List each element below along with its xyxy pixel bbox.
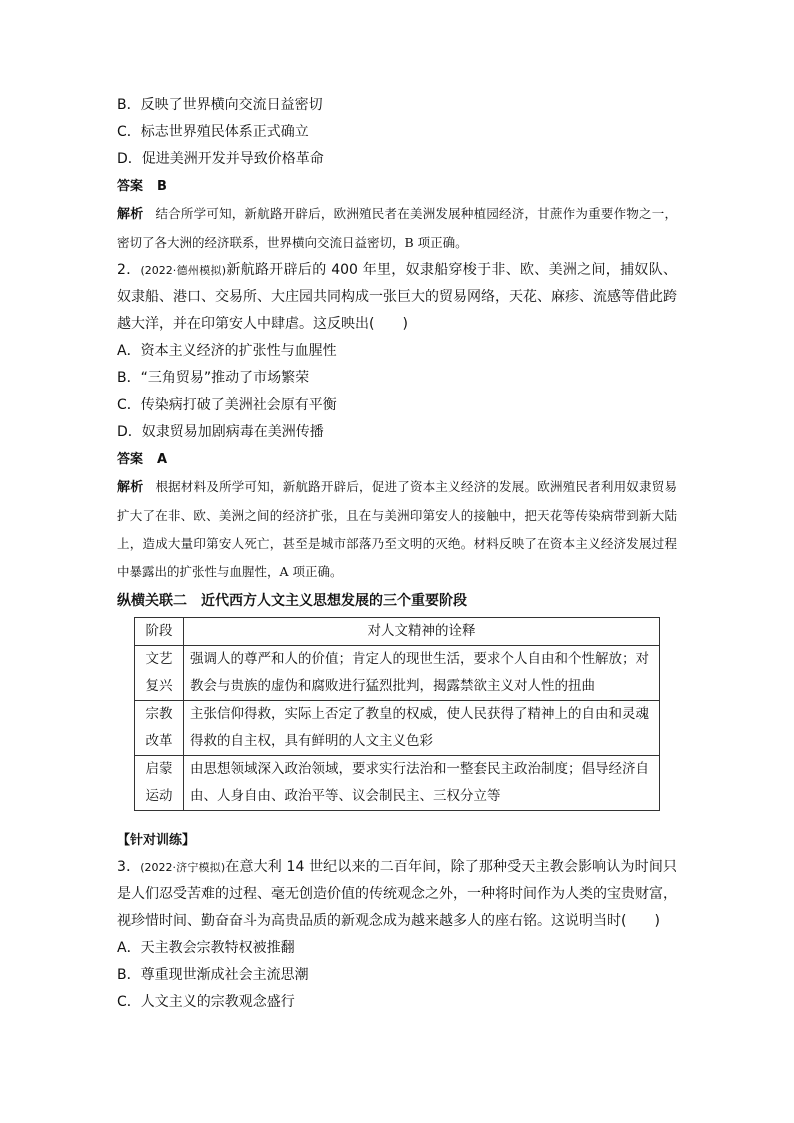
explanation-text: 根据材料及所学可知，新航路开辟后，促进了资本主义经济的发展。欧洲殖民者利用奴隶贸易扩大了在非、欧、美洲之间的经济扩张，且在与美洲印第安人的接触中，把天花等传染病带到新大陆上，造成大量印第安人死亡，甚至是城市部落乃至文明的灭绝。材料反映了在资本主义经济发展过程中暴露出的扩张性与血腥性，A 项正确。 — [117, 479, 677, 579]
table-stage-cell: 宗教改革 — [135, 701, 184, 756]
humanism-stages-table — [134, 617, 660, 811]
table-text-cell: 主张信仰得救，实际上否定了教皇的权威，使人民获得了精神上的自由和灵魂得救的自主权，具有鲜明的人文主义色彩 — [184, 701, 660, 756]
question-number: 3． — [117, 859, 141, 875]
q2-option-b: B．“三角贸易”推动了市场繁荣 — [117, 370, 310, 386]
table-stage-cell: 启蒙运动 — [135, 756, 184, 811]
answer-label: 答案 — [117, 179, 144, 194]
q1-option-b: B．反映了世界横向交流日益密切 — [117, 97, 323, 113]
table-row — [135, 756, 660, 811]
question-number: 2． — [117, 262, 141, 278]
q2-option-c: C．传染病打破了美洲社会原有平衡 — [117, 397, 337, 413]
question-text: 在意大利 14 世纪以来的二百年间，除了那种受天主教会影响认为时间只是人们忍受苦难的过程、毫无创造价值的传统观念之外，一种将时间作为人类的宝贵财富，视珍惜时间、勤奋奋斗为高贵品质的新观念成为越来越多人的座右铭。这说明当时( ) — [117, 859, 677, 929]
q2-option-a: A．资本主义经济的扩张性与血腥性 — [117, 343, 337, 359]
q1-option-c: C．标志世界殖民体系正式确立 — [117, 124, 309, 140]
q3-option-c: C．人文主义的宗教观念盛行 — [117, 994, 295, 1010]
document-page — [117, 92, 677, 1016]
q1-explanation — [117, 200, 677, 257]
table-stage-cell: 文艺复兴 — [135, 646, 184, 701]
q1-option-d: D．促进美洲开发并导致价格革命 — [117, 151, 324, 167]
table-row — [135, 646, 660, 701]
q2-option-d: D．奴隶贸易加剧病毒在美洲传播 — [117, 424, 324, 440]
answer-value: A — [157, 452, 168, 467]
question-source: (2022·德州模拟) — [140, 264, 227, 277]
question-3-stem — [117, 854, 677, 935]
section-label: 纵横关联二 — [117, 593, 187, 609]
question-source: (2022·济宁模拟) — [140, 861, 226, 874]
q2-answer — [117, 446, 677, 473]
table-row — [135, 701, 660, 756]
question-2-stem — [117, 257, 677, 338]
table-text-cell: 强调人的尊严和人的价值；肯定人的现世生活，要求个人自由和个性解放；对教会与贵族的虚伪和腐败进行猛烈批判，揭露禁欲主义对人性的扭曲 — [184, 646, 660, 701]
q1-answer — [117, 173, 677, 200]
q3-option-a: A．天主教会宗教特权被推翻 — [117, 940, 295, 956]
question-text: 新航路开辟后的 400 年里，奴隶船穿梭于非、欧、美洲之间，捕奴队、奴隶船、港口、交易所、大庄园共同构成一张巨大的贸易网络，天花、麻疹、流感等借此跨越大洋，并在印第安人中肆虐。这反映出( ) — [117, 262, 677, 332]
table-text-cell: 由思想领域深入政治领域，要求实行法治和一整套民主政治制度；倡导经济自由、人身自由、政治平等、议会制民主、三权分立等 — [184, 756, 660, 811]
explanation-label: 解析 — [117, 480, 144, 495]
answer-value: B — [157, 179, 167, 194]
section-title: 近代西方人文主义思想发展的三个重要阶段 — [201, 593, 467, 609]
section-heading — [117, 588, 677, 614]
explanation-label: 解析 — [117, 207, 144, 222]
q2-explanation — [117, 473, 677, 586]
explanation-text: 结合所学可知，新航路开辟后，欧洲殖民者在美洲发展种植园经济，甘蔗作为重要作物之一，密切了各大洲的经济联系，世界横向交流日益密切，B 项正确。 — [117, 206, 677, 250]
training-header: 【针对训练】 — [117, 833, 196, 848]
table-header-row — [135, 618, 660, 646]
table-header-cell: 阶段 — [135, 618, 184, 646]
answer-label: 答案 — [117, 452, 144, 467]
table-header-cell: 对人文精神的诠释 — [184, 618, 660, 646]
q3-option-b: B．尊重现世渐成社会主流思潮 — [117, 967, 309, 983]
